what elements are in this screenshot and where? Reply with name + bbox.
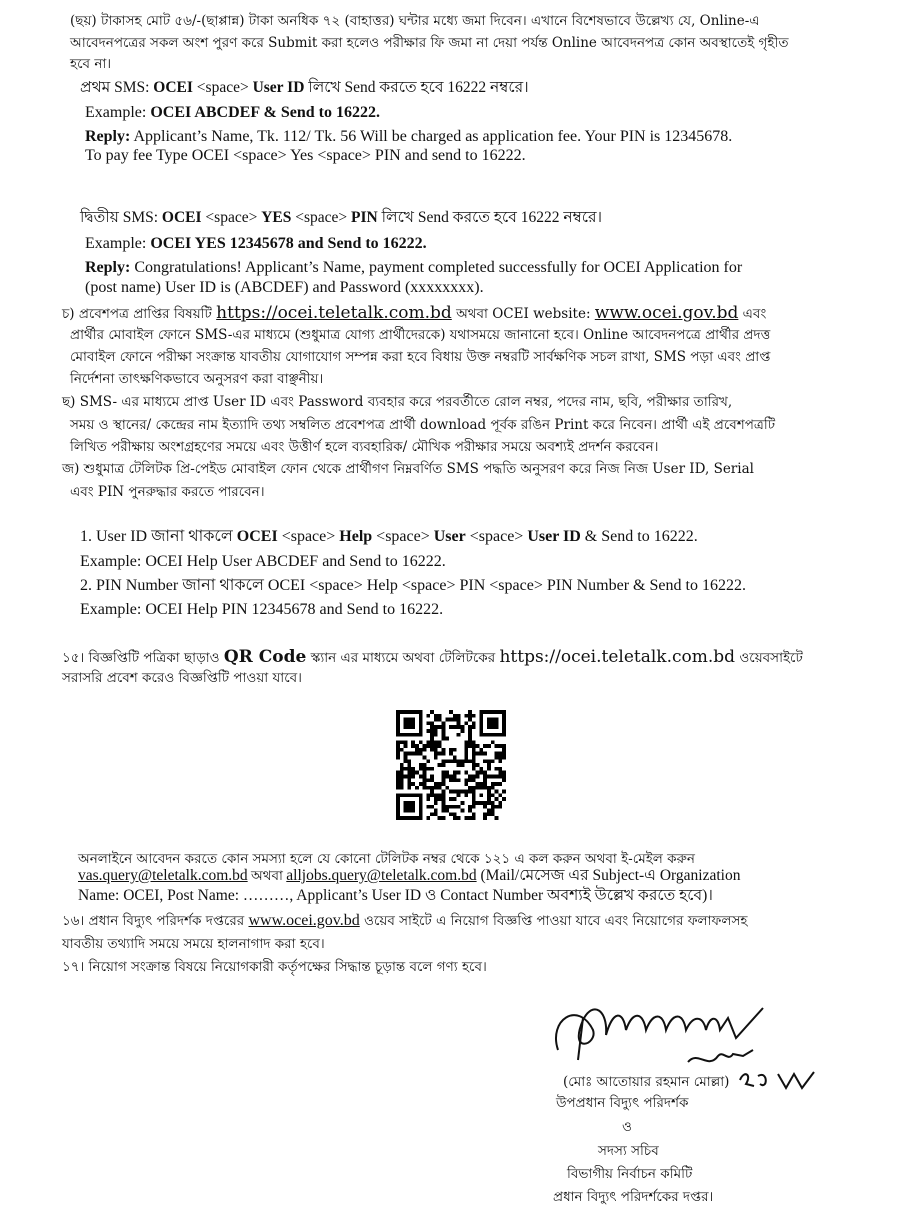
website-link[interactable]: www.ocei.gov.bd bbox=[594, 303, 739, 323]
reply-line bbox=[85, 259, 742, 277]
text: ওয়েব সাইটে এ নিয়োগ বিজ্ঞপ্তি পাওয়া যাবে এবং নিয়োগের ফলাফলসহ bbox=[359, 913, 748, 929]
paragraph-line: প্রার্থীর মোবাইল ফোনে SMS-এর মাধ্যমে (শুধুমাত্র যোগ্য প্রার্থীদেরকে) যথাসময়ে জানানো হবে। Online আবেদনপত্রে প্রার্থীর প্রদত্ত bbox=[70, 327, 771, 343]
paragraph-line: সরাসরি প্রবেশ করেও বিজ্ঞপ্তিটি পাওয়া যাবে। bbox=[62, 670, 302, 686]
paragraph-line: অনলাইনে আবেদন করতে কোন সমস্যা হলে যে কোনো টেলিটক নম্বর থেকে ১২১ এ কল করুন অথবা ই-মেইল করুন bbox=[78, 851, 695, 867]
keyword-yes: YES bbox=[261, 209, 292, 226]
keyword-pin: PIN bbox=[351, 209, 378, 226]
text: দ্বিতীয় SMS: bbox=[80, 209, 162, 226]
office-name: প্রধান বিদ্যুৎ পরিদর্শকের দপ্তর। bbox=[553, 1189, 714, 1205]
paragraph-line: (ছয়) টাকাসহ মোট ৫৬/-(ছাপ্পান্ন) টাকা অনধিক ৭২ (বাহাত্তর) ঘন্টার মধ্যে জমা দিবেন। এখানে বিশেষভাবে উল্লেখ্য যে, Online-এ bbox=[70, 13, 760, 29]
keyword-user: User bbox=[433, 528, 466, 545]
member-secretary: সদস্য সচিব bbox=[598, 1143, 659, 1159]
paragraph-line: Name: OCEI, Post Name: ………, Applicant’s User ID ও Contact Number অবশ্যই উল্লেখ করতে হবে)। bbox=[78, 887, 713, 904]
text: <space> bbox=[372, 528, 434, 545]
paragraph-line: ১৭। নিয়োগ সংক্রান্ত বিষয়ে নিয়োগকারী কর্তৃপক্ষের সিদ্ধান্ত চূড়ান্ত বলে গণ্য হবে। bbox=[62, 959, 487, 975]
keyword-help: Help bbox=[339, 528, 373, 545]
example-line: Example: OCEI Help PIN 12345678 and Send to 16222. bbox=[80, 601, 444, 618]
text: ১৫। বিজ্ঞপ্তিটি পত্রিকা ছাড়াও bbox=[62, 650, 224, 666]
text: লিখে Send করতে হবে 16222 নম্বরে। bbox=[377, 209, 603, 226]
text: এবং bbox=[738, 306, 767, 322]
label: Example: bbox=[85, 104, 151, 121]
text: ১৬। প্রধান বিদ্যুৎ পরিদর্শক দপ্তরের bbox=[62, 913, 249, 929]
example-text: OCEI ABCDEF & Send to 16222. bbox=[150, 104, 380, 121]
qr-code-icon[interactable] bbox=[396, 710, 506, 820]
committee-name: বিভাগীয় নির্বাচন কমিটি bbox=[567, 1166, 693, 1182]
paragraph-line bbox=[62, 304, 766, 324]
reply-label: Reply: bbox=[85, 259, 131, 276]
text: (Mail/মেসেজ এর Subject-এ Organization bbox=[476, 867, 741, 884]
keyword-ocei: OCEI bbox=[153, 79, 193, 96]
example-line bbox=[85, 235, 427, 253]
text: প্রথম SMS: bbox=[80, 79, 154, 96]
reply-label: Reply: bbox=[85, 128, 131, 145]
website-link[interactable]: www.ocei.gov.bd bbox=[248, 912, 360, 929]
text: <space> bbox=[291, 209, 352, 226]
text: অথবা OCEI website: bbox=[451, 306, 595, 322]
text: <space> bbox=[192, 79, 253, 96]
keyword-userid: User ID bbox=[527, 528, 581, 545]
paragraph-line bbox=[78, 867, 740, 885]
reply-line: To pay fee Type OCEI <space> Yes <space> PIN and send to 16222. bbox=[85, 147, 526, 164]
text: স্ক্যান এর মাধ্যমে অথবা টেলিটকের bbox=[306, 650, 500, 666]
paragraph-line: ছ) SMS- এর মাধ্যমে প্রাপ্ত User ID এবং Password ব্যবহার করে পরবর্তীতে রোল নম্বর, পদের নাম, ছবি, পরীক্ষার তারিখ, bbox=[62, 394, 733, 410]
example-text: OCEI YES 12345678 and Send to 16222. bbox=[150, 235, 427, 252]
recover-userid-line bbox=[80, 528, 698, 546]
reply-line: (post name) User ID is (ABCDEF) and Password (xxxxxxxx). bbox=[85, 279, 484, 296]
paragraph-line: জ) শুধুমাত্র টেলিটক প্রি-পেইড মোবাইল ফোন থেকে প্রার্থীগণ নিম্নবর্ণিত SMS পদ্ধতি অনুসরণ করে নিজ নিজ User ID, Serial bbox=[62, 461, 754, 477]
paragraph-line: মোবাইল ফোনে পরীক্ষা সংক্রান্ত যাবতীয় যোগাযোগ সম্পন্ন করা হবে বিধায় উক্ত নম্বরটি সার্বক্ষণিক সচল রাখা, SMS পড়া এবং প্রাপ্ত bbox=[70, 349, 771, 365]
first-sms-line bbox=[80, 79, 529, 97]
teletalk-url[interactable]: https://ocei.teletalk.com.bd bbox=[499, 647, 736, 667]
example-line: Example: OCEI Help User ABCDEF and Send to 16222. bbox=[80, 553, 446, 570]
text: <space> bbox=[201, 209, 262, 226]
text: চ) প্রবেশপত্র প্রাপ্তির বিষয়টি bbox=[62, 306, 217, 322]
text: অথবা bbox=[247, 868, 287, 883]
designation: উপপ্রধান বিদ্যুৎ পরিদর্শক bbox=[556, 1095, 689, 1111]
reply-text: Congratulations! Applicant’s Name, payment completed successfully for OCEI Application for bbox=[130, 259, 743, 276]
keyword-ocei: OCEI bbox=[236, 528, 278, 545]
keyword-ocei: OCEI bbox=[161, 209, 202, 226]
paragraph-line: নির্দেশনা তাৎক্ষণিকভাবে অনুসরণ করা বাঞ্ছনীয়। bbox=[70, 371, 324, 387]
example-line bbox=[85, 104, 380, 122]
signatory-name: (মোঃ আতোয়ার রহমান মোল্লা) bbox=[563, 1074, 730, 1090]
paragraph-line: এবং PIN পুনরুদ্ধার করতে পারবেন। bbox=[70, 484, 265, 500]
reply-line bbox=[85, 128, 732, 146]
label: Example: bbox=[85, 235, 151, 252]
handwritten-year-mark bbox=[738, 1068, 818, 1092]
email-link[interactable]: alljobs.query@teletalk.com.bd bbox=[286, 867, 477, 884]
keyword-userid: User ID bbox=[252, 79, 305, 96]
text: <space> bbox=[465, 528, 528, 545]
email-link[interactable]: vas.query@teletalk.com.bd bbox=[78, 867, 248, 884]
text: & Send to 16222. bbox=[580, 528, 698, 545]
paragraph-line: আবেদনপত্রের সকল অংশ পুরণ করে Submit করা হলেও পরীক্ষার ফি জমা না দেয়া পর্যন্ত Online আবেদনপত্র কোন অবস্থাতেই গৃহীত bbox=[70, 35, 789, 51]
paragraph-line bbox=[62, 912, 747, 930]
recover-pin-line: 2. PIN Number জানা থাকলে OCEI <space> Help <space> PIN <space> PIN Number & Send to 16222. bbox=[80, 577, 746, 594]
second-sms-line bbox=[80, 209, 602, 227]
text: লিখে Send করতে হবে 16222 নম্বরে। bbox=[304, 79, 529, 96]
text: <space> bbox=[277, 528, 340, 545]
paragraph-line bbox=[62, 648, 803, 668]
signature-image bbox=[538, 990, 788, 1080]
conjunction: ও bbox=[622, 1119, 632, 1135]
admit-link[interactable]: https://ocei.teletalk.com.bd bbox=[216, 303, 452, 323]
paragraph-line: হবে না। bbox=[70, 56, 112, 72]
qr-code-text: QR Code bbox=[223, 647, 307, 667]
reply-text: Applicant’s Name, Tk. 112/ Tk. 56 Will be charged as application fee. Your PIN is 12345678. bbox=[130, 128, 733, 145]
paragraph-line: লিখিত পরীক্ষায় অংশগ্রহণের সময়ে এবং উত্তীর্ণ হলে ব্যবহারিক/ মৌখিক পরীক্ষার সময়ে অবশ্যই প্রদর্শন করবেন। bbox=[70, 439, 659, 455]
text: 1. User ID জানা থাকলে bbox=[80, 528, 237, 545]
paragraph-line: সময় ও স্থানের/ কেন্দ্রের নাম ইত্যাদি তথ্য সম্বলিত প্রবেশপত্র প্রার্থী download পূর্বক রঙিন Print করে নিবেন। প্রার্থী এই প্রবেশপত্রটি bbox=[70, 417, 776, 433]
text: ওয়েবসাইটে bbox=[735, 650, 803, 666]
paragraph-line: যাবতীয় তথ্যাদি সময়ে সময়ে হালনাগাদ করা হবে। bbox=[62, 936, 325, 952]
